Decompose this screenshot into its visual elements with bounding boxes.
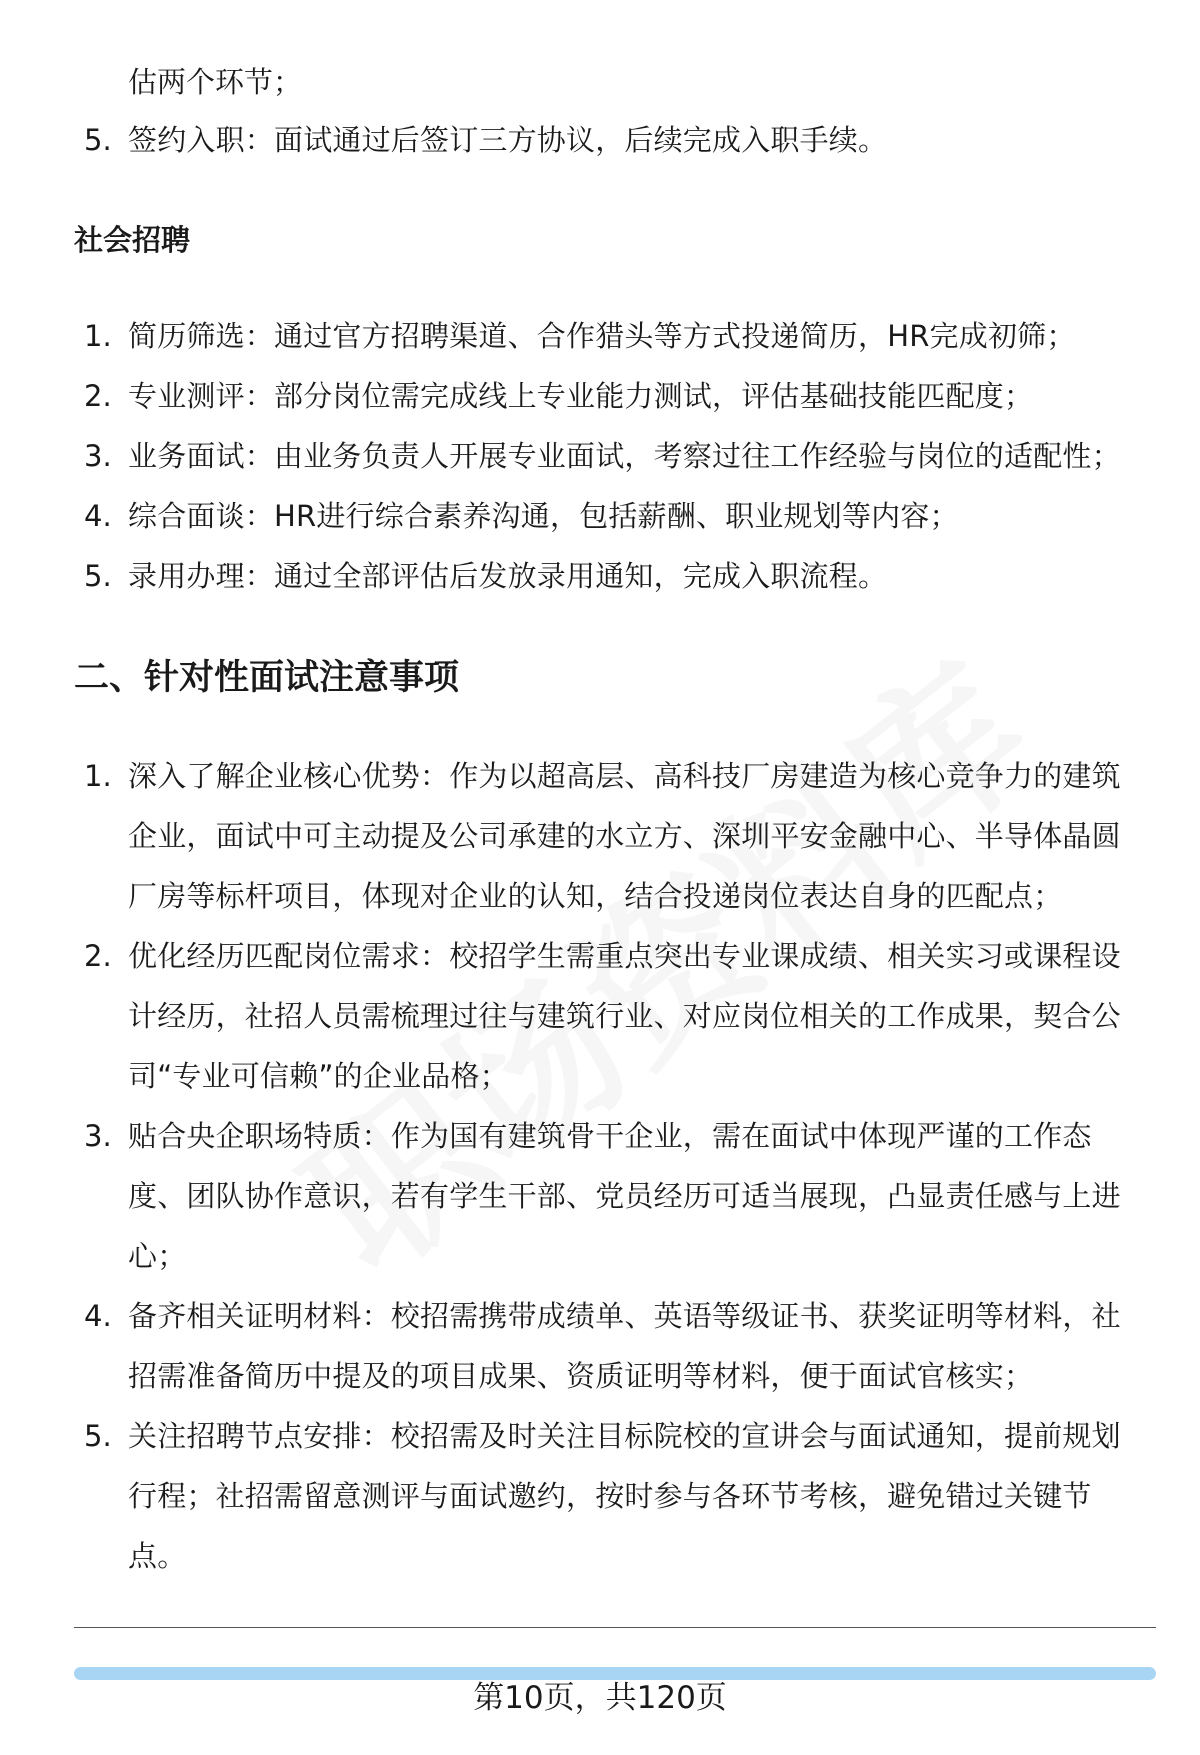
interview-tips-list (0, 746, 1200, 1586)
list-number: 4. (84, 1299, 112, 1333)
list-item (0, 546, 1200, 606)
list-text: 深入了解企业核心优势：作为以超高层、高科技厂房建造为核心竞争力的建筑企业，面试中可主动提及公司承建的水立方、深圳平安金融中心、半导体晶圆厂房等标杆项目，体现对企业的认知，结合投递岗位表达自身的匹配点； (128, 759, 1121, 913)
list-number: 5. (84, 123, 112, 157)
footer-divider (74, 1627, 1156, 1628)
list-text: 优化经历匹配岗位需求：校招学生需重点突出专业课成绩、相关实习或课程设计经历，社招人员需梳理过往与建筑行业、对应岗位相关的工作成果，契合公司“专业可信赖”的企业品格； (128, 939, 1121, 1093)
list-item (0, 110, 1200, 170)
list-item (0, 1106, 1200, 1286)
list-item (0, 1406, 1200, 1586)
list-item (0, 306, 1200, 366)
list-number: 1. (84, 759, 112, 793)
section-subheading: 社会招聘 (74, 223, 191, 257)
list-number: 5. (84, 1419, 112, 1453)
list-text: 录用办理：通过全部评估后发放录用通知，完成入职流程。 (128, 559, 888, 593)
list-text: 业务面试：由业务负责人开展专业面试，考察过往工作经验与岗位的适配性； (128, 439, 1121, 473)
list-number: 2. (84, 379, 112, 413)
list-number: 1. (84, 319, 112, 353)
continuation-text: 估两个环节； (128, 65, 303, 99)
page-number: 第10页，共120页 (473, 1680, 727, 1716)
list-text: 关注招聘节点安排：校招需及时关注目标院校的宣讲会与面试通知，提前规划行程；社招需留意测评与面试邀约，按时参与各环节考核，避免错过关键节点。 (128, 1419, 1121, 1573)
list-number: 2. (84, 939, 112, 973)
list-text: 贴合央企职场特质：作为国有建筑骨干企业，需在面试中体现严谨的工作态度、团队协作意识，若有学生干部、党员经历可适当展现，凸显责任感与上进心； (128, 1119, 1121, 1273)
list-item (0, 486, 1200, 546)
social-recruit-list (0, 306, 1200, 606)
section-heading: 二、针对性面试注意事项 (74, 658, 460, 698)
list-item (0, 1286, 1200, 1406)
list-number: 4. (84, 499, 112, 533)
list-item (0, 926, 1200, 1106)
list-text: 备齐相关证明材料：校招需携带成绩单、英语等级证书、获奖证明等材料，社招需准备简历中提及的项目成果、资质证明等材料，便于面试官核实； (128, 1299, 1121, 1393)
list-item (0, 366, 1200, 426)
list-item (0, 426, 1200, 486)
list-number: 3. (84, 1119, 112, 1153)
list-text: 简历筛选：通过官方招聘渠道、合作猎头等方式投递简历，HR完成初筛； (128, 319, 1076, 353)
list-text: 签约入职：面试通过后签订三方协议，后续完成入职手续。 (128, 123, 888, 157)
list-text: 综合面谈：HR进行综合素养沟通，包括薪酬、职业规划等内容； (128, 499, 959, 533)
list-number: 3. (84, 439, 112, 473)
campus-list-tail (0, 110, 1200, 170)
list-item (0, 746, 1200, 926)
list-text: 专业测评：部分岗位需完成线上专业能力测试，评估基础技能匹配度； (128, 379, 1034, 413)
list-number: 5. (84, 559, 112, 593)
